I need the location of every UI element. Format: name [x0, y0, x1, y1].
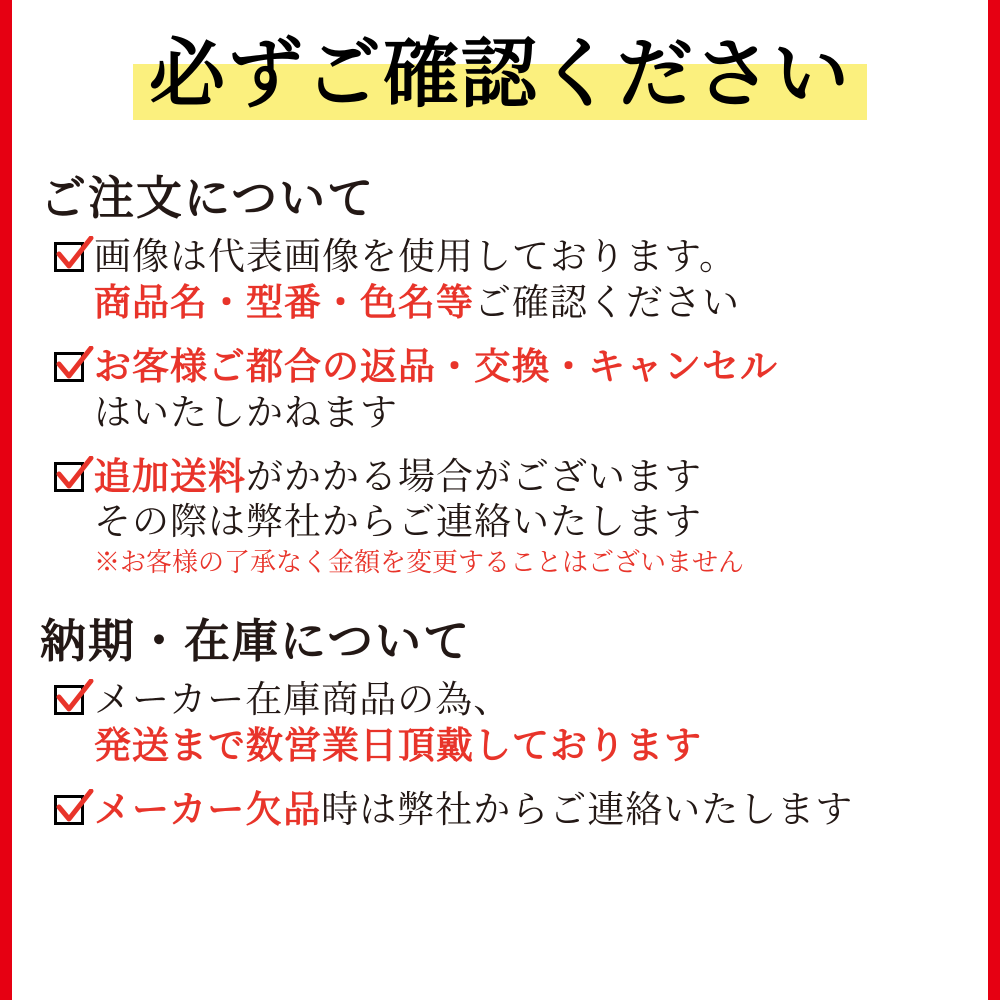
list-item-text — [94, 677, 988, 769]
line-2-black: はいたしかねます — [94, 390, 398, 434]
list-item — [54, 234, 988, 326]
line-1-red: 追加送料 — [94, 453, 246, 498]
section-heading-delivery: 納期・在庫について — [40, 614, 472, 669]
right-red-edge-bar — [988, 0, 1000, 1000]
list-item-text — [94, 454, 988, 580]
line-1-black: がかかる場合がございます — [246, 454, 702, 498]
list-item — [54, 677, 988, 769]
checkbox-checked-icon — [54, 795, 88, 829]
line-1-black: 時は弊社からご連絡いたします — [321, 788, 854, 832]
checkbox-checked-icon — [54, 352, 88, 386]
list-item-text — [94, 787, 988, 833]
line-2-black: その際は弊社からご連絡いたします — [94, 500, 702, 544]
line-1-red: お客様ご都合の返品・交換・キャンセル — [94, 343, 778, 388]
page-title-wrap — [12, 29, 988, 118]
left-red-edge-bar — [0, 0, 12, 1000]
line-1-red: メーカー欠品 — [94, 787, 322, 832]
line-2-black: ご確認ください — [474, 280, 740, 324]
checkbox-checked-icon — [54, 462, 88, 496]
line-2-red: 商品名・型番・色名等 — [94, 279, 474, 324]
list-item — [54, 454, 988, 580]
page-title-text: 必ずご確認ください — [149, 29, 851, 118]
notice-content — [12, 0, 988, 1000]
line-1-black: メーカー在庫商品の為、 — [94, 678, 512, 722]
page-title — [133, 29, 867, 118]
list-item-note: ※お客様の了承なく金額を変更することはございません — [94, 548, 745, 579]
list-item-text — [94, 234, 988, 326]
checkbox-checked-icon — [54, 242, 88, 276]
checkbox-checked-icon — [54, 685, 88, 719]
line-1-black: 画像は代表画像を使用しております。 — [94, 235, 738, 278]
section-heading-orders: ご注文について — [40, 171, 376, 225]
list-item-text — [94, 344, 988, 436]
line-2-red: 発送まで数営業日頂戴しております — [94, 723, 702, 768]
list-item — [54, 787, 988, 833]
list-item — [54, 344, 988, 436]
